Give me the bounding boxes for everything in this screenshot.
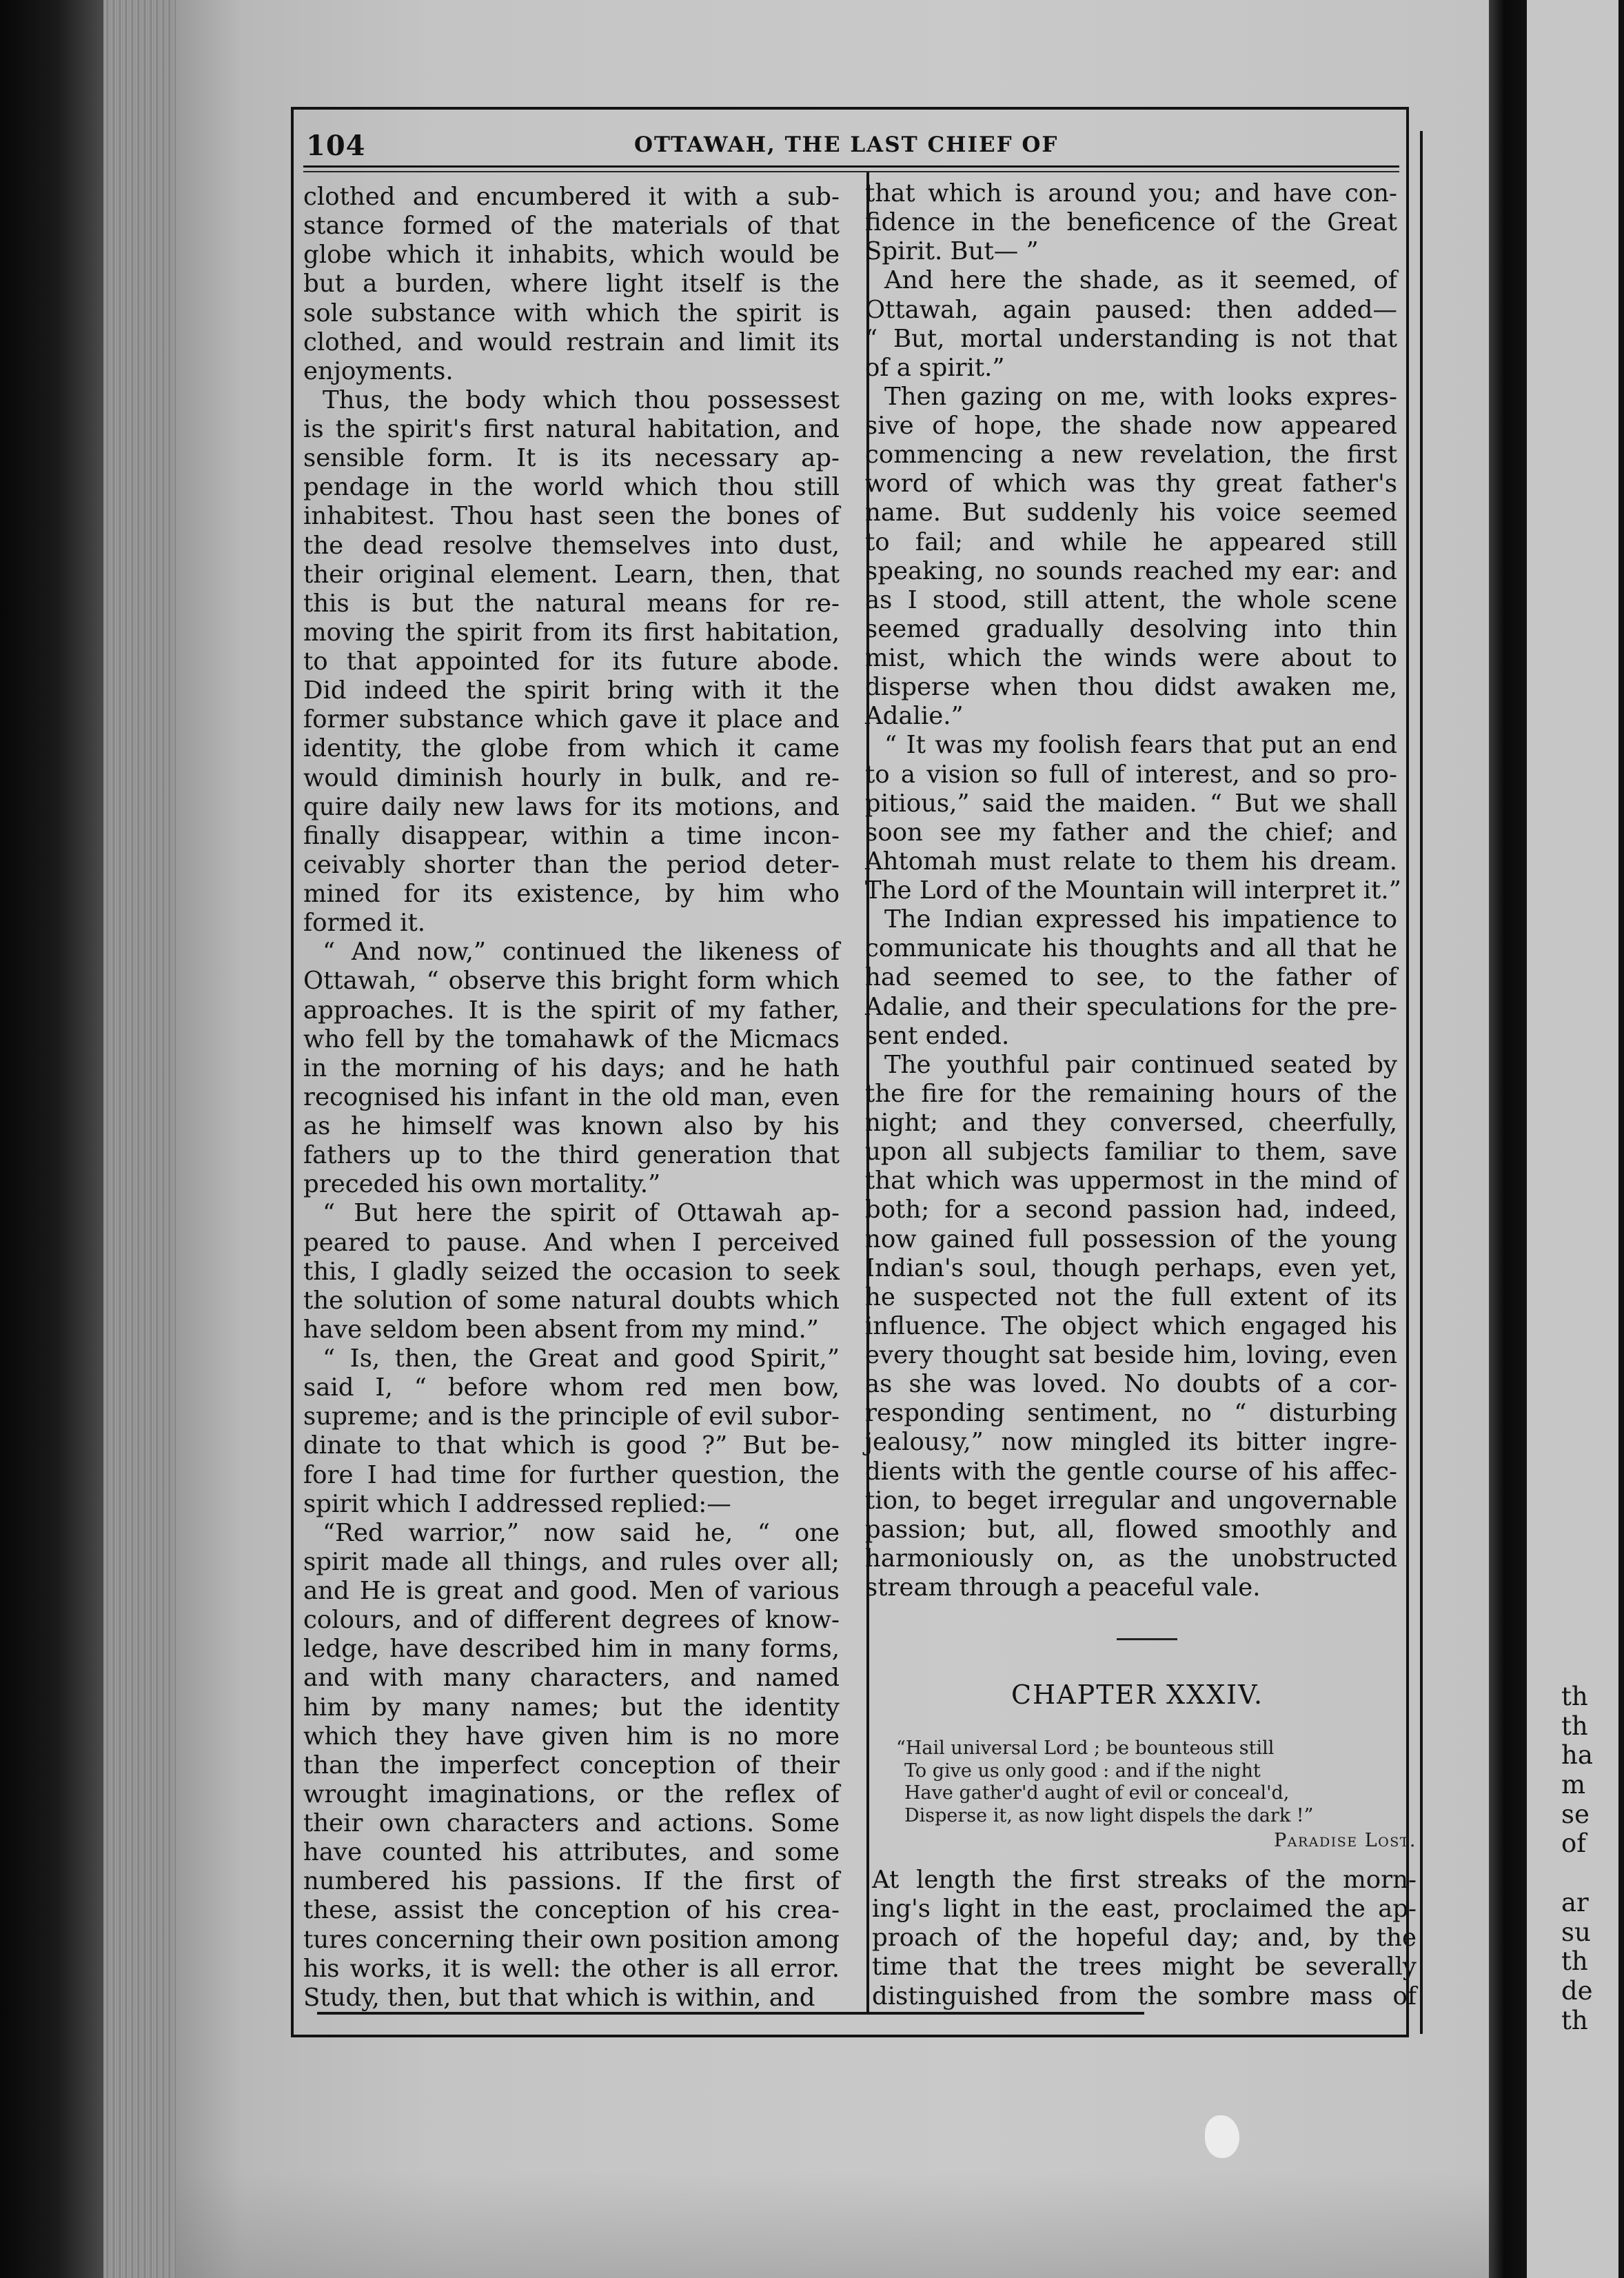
text-line: sent ended. [865,1021,1010,1050]
text-line: have seldom been absent from my mind.” [303,1315,819,1344]
text-line: Did indeed the spirit bring with it the [303,676,840,705]
text-line: speaking, no sounds reached my ear: and [865,556,1397,585]
text-line: stance formed of the materials of that [303,212,840,241]
text-line: every thought sat beside him, loving, even [865,1341,1397,1369]
text-line: Adalie, and their speculations for the pre- [865,992,1397,1021]
facing-page-fragment-text: se [1561,1799,1590,1829]
text-line: “Red warrior,” now said he, “ one [323,1518,840,1547]
text-line: the dead resolve themselves into dust, [303,531,840,560]
text-line: formed it. [303,909,426,938]
text-line: responding sentiment, no “ disturbing [865,1399,1397,1428]
text-line: And here the shade, as it seemed, of [884,266,1397,295]
facing-page-fragment-text: th [1561,1682,1588,1711]
text-line: to that appointed for its future abode. [303,647,840,676]
facing-page-edge [1618,0,1624,2278]
text-line: name. But suddenly his voice seemed [865,498,1397,527]
header-rule [303,165,1399,168]
section-break-rule [1117,1638,1177,1640]
text-line: wrought imaginations, or the reflex of [303,1780,840,1808]
epigraph-line: To give us only good : and if the night [904,1760,1261,1782]
epigraph-line: “Hail universal Lord ; be bounteous still [896,1737,1275,1759]
text-line: who fell by the tomahawk of the Micmacs [303,1025,840,1054]
text-line: is the spirit's first natural habitation, and [303,415,840,443]
text-line: sensible form. It is its necessary ap- [303,444,840,473]
facing-page-fragment-text: su [1561,1917,1591,1947]
text-line: colours, and of different degrees of know- [303,1606,840,1635]
text-line: tion, to beget irregular and ungovernable [865,1486,1397,1515]
text-line: proach of the hopeful day; and, by the [872,1924,1417,1953]
text-line: these, assist the conception of his crea- [303,1896,840,1925]
facing-page-fragment-text: ha [1561,1740,1593,1771]
text-line: that which was uppermost in the mind of [865,1167,1397,1196]
text-line: of a spirit.” [865,353,1005,382]
text-line: to a vision so full of interest, and so pro- [865,760,1397,789]
text-line: as he himself was known also by his [303,1112,840,1140]
text-line: Thus, the body which thou possessest [323,385,840,414]
text-line: sive of hope, the shade now appeared [865,412,1397,440]
page-number: 104 [306,130,366,162]
facing-page-fragment-text: m [1561,1770,1586,1800]
text-line: moving the spirit from its first habitation, [303,618,840,647]
running-head: OTTAWAH, THE LAST CHIEF OF [634,132,1059,157]
text-line: spirit made all things, and rules over all; [303,1547,840,1576]
page-header [303,124,1399,163]
text-line: “ And now,” continued the likeness of [323,938,840,967]
chapter-opening-text [872,1866,1417,2011]
text-line: globe which it inhabits, which would be [303,241,840,270]
epigraph-line: Have gather'd aught of evil or conceal'd, [904,1782,1290,1804]
text-line: preceded his own mortality.” [303,1170,661,1199]
text-line: and with many characters, and named [303,1664,840,1693]
text-line: than the imperfect conception of their [303,1751,840,1780]
text-line: sole substance with which the spirit is [303,299,840,327]
text-line: passion; but, all, flowed smoothly and [865,1515,1397,1544]
text-line: peared to pause. And when I perceived [303,1228,840,1257]
text-line: have counted his attributes, and some [303,1838,840,1867]
text-line: night; and they conversed, cheerfully, [865,1109,1397,1137]
text-line: which they have given him is no more [303,1722,840,1751]
text-line: his works, it is well: the other is all error. [303,1954,840,1983]
text-line: former substance which gave it place and [303,705,840,734]
text-line: mist, which the winds were about to [865,644,1397,672]
text-line: word of which was thy great father's [865,470,1397,498]
text-line: seemed gradually desolving into thin [865,614,1397,643]
chapter-title: CHAPTER XXXIV. [1011,1680,1264,1710]
text-line: quire daily new laws for its motions, and [303,792,840,821]
text-line: this is but the natural means for re- [303,589,840,618]
text-line: commencing a new revelation, the first [865,441,1397,470]
text-line: identity, the globe from which it came [303,734,840,763]
text-line: clothed and encumbered it with a sub- [303,183,840,211]
text-line: communicate his thoughts and all that he [865,934,1397,963]
text-line: pitious,” said the maiden. “ But we shall [865,789,1397,818]
text-line: ing's light in the east, proclaimed the ap- [872,1895,1417,1924]
text-line: both; for a second passion had, indeed, [865,1196,1397,1224]
text-line: harmoniously on, as the unobstructed [865,1544,1397,1573]
text-line: At length the first streaks of the morn- [872,1866,1417,1894]
facing-page-fragment-text: de [1561,1975,1593,2006]
text-line: fore I had time for further question, the [303,1460,840,1489]
facing-page-fragment-text: ar [1561,1887,1589,1917]
text-line: “ But here the spirit of Ottawah ap- [323,1199,840,1228]
text-line: Ottawah, again paused: then added— [865,295,1397,324]
text-line: jealousy,” now mingled its bitter ingre- [865,1428,1397,1457]
header-rule-thin [303,171,1399,172]
text-line: numbered his passions. If the first of [303,1867,840,1896]
text-line: finally disappear, within a time incon- [303,821,840,850]
left-text-column [303,183,840,2013]
page-bottom-shadow [176,2172,1503,2278]
text-line: “ It was my foolish fears that put an end [884,731,1397,760]
right-frame-rule [1420,131,1423,2034]
scanner-dark-margin [0,0,103,2278]
text-line: the fire for the remaining hours of the [865,1079,1397,1108]
facing-page-text [1561,1682,1616,2035]
text-line: time that the trees might be severally [872,1953,1417,1982]
text-line: stream through a peaceful vale. [865,1573,1261,1602]
text-line: enjoyments. [303,356,454,385]
text-line: Study, then, but that which is within, and [303,1983,815,2012]
text-line: him by many names; but the identity [303,1693,840,1722]
text-line: clothed, and would restrain and limit its [303,327,840,356]
text-line: supreme; and is the principle of evil subor- [303,1402,840,1431]
facing-page-fragment-text: th [1561,1946,1588,1977]
text-line: fidence in the beneficence of the Great [865,208,1397,237]
book-gutter [1489,0,1527,2278]
text-line: recognised his infant in the old man, even [303,1082,840,1111]
text-line: influence. The object which engaged his [865,1311,1397,1340]
text-line: fathers up to the third generation that [303,1141,840,1170]
right-text-column [865,179,1401,1602]
text-line: Ottawah, “ observe this bright form which [303,967,840,996]
text-line: as I stood, still attent, the whole scene [865,585,1397,614]
text-line: mined for its existence, by him who [303,880,840,908]
text-line: Indian's soul, though perhaps, even yet, [865,1253,1397,1282]
text-line: that which is around you; and have con- [865,179,1397,208]
paper-blemish [1205,2115,1239,2158]
facing-page-fragment [1527,0,1624,2278]
text-line: “ But, mortal understanding is not that [865,324,1397,353]
text-line: soon see my father and the chief; and [865,818,1397,847]
text-line: the solution of some natural doubts which [303,1286,840,1315]
facing-page-fragment-text: of [1561,1828,1586,1859]
text-line: The Indian expressed his impatience to [884,905,1397,934]
text-line: inhabitest. Thou hast seen the bones of [303,502,840,531]
text-line: pendage in the world which thou still [303,473,840,502]
text-line: ledge, have described him in many forms, [303,1635,840,1664]
text-line: The Lord of the Mountain will interpret it.” [865,876,1401,905]
text-line: Then gazing on me, with looks expres- [884,382,1397,411]
facing-page-fragment-text: th [1561,2005,1588,2035]
text-line: to fail; and while he appeared still [865,527,1397,556]
text-line: would diminish hourly in bulk, and re- [303,763,840,792]
chapter-epigraph [896,1737,1420,1851]
text-line: approaches. It is the spirit of my father, [303,996,840,1025]
facing-page-fragment-text [1561,1859,1616,1888]
text-line: “ Is, then, the Great and good Spirit,” [323,1344,840,1373]
text-line: distinguished from the sombre mass of [872,1982,1417,2010]
text-line: ceivably shorter than the period deter- [303,850,840,879]
text-line: and He is great and good. Men of various [303,1577,840,1605]
text-line: The youthful pair continued seated by [884,1050,1397,1079]
text-line: but a burden, where light itself is the [303,270,840,299]
text-line: tures concerning their own position among [303,1925,840,1954]
text-line: dinate to that which is good ?” But be- [303,1431,840,1460]
text-line: this, I gladly seized the occasion to seek [303,1257,840,1286]
text-line: their original element. Learn, then, that [303,560,840,589]
text-line: Adalie.” [865,702,964,731]
text-line: their own characters and actions. Some [303,1809,840,1837]
epigraph-line: Disperse it, as now light dispels the dark !” [904,1804,1314,1826]
text-line: now gained full possession of the young [865,1224,1397,1253]
text-line: said I, “ before whom red men bow, [303,1373,840,1402]
epigraph-attribution: Paradise Lost. [1274,1830,1417,1851]
text-line: disperse when thou didst awaken me, [865,673,1397,702]
text-line: Spirit. But— ” [865,237,1039,266]
facing-page-fragment-text: th [1561,1711,1588,1741]
text-line: as she was loved. No doubts of a cor- [865,1370,1397,1399]
text-line: Ahtomah must relate to them his dream. [865,847,1397,876]
text-line: he suspected not the full extent of its [865,1282,1397,1311]
text-line: in the morning of his days; and he hath [303,1054,840,1082]
text-line: spirit which I addressed replied:— [303,1489,731,1518]
text-line: upon all subjects familiar to them, save [865,1138,1397,1167]
text-line: had seemed to see, to the father of [865,963,1397,992]
text-line: dients with the gentle course of his affec- [865,1457,1397,1486]
